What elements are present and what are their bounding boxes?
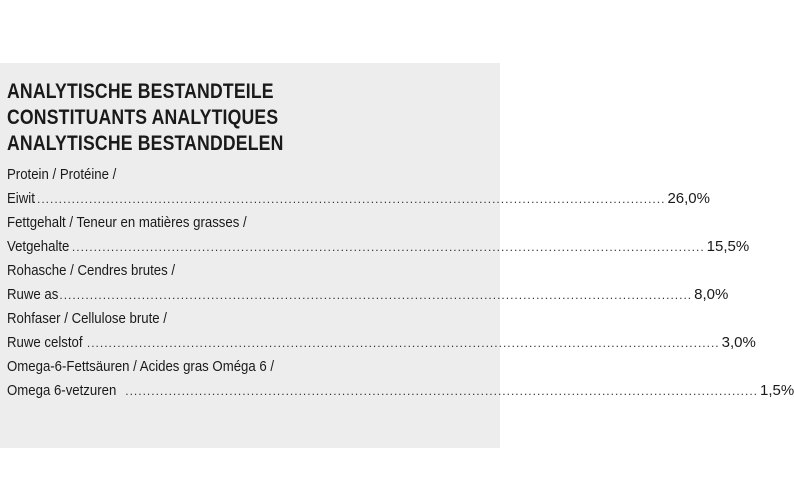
constituent-row-protein — [7, 163, 710, 211]
constituent-value-line — [7, 331, 756, 355]
constituent-value-line — [7, 235, 750, 259]
constituent-names: Omega-6-Fettsäuren / Acides gras Oméga 6 / — [7, 358, 275, 375]
constituent-row-fat — [7, 211, 750, 259]
dot-leader: .................................................................................................................................................. — [32, 192, 666, 206]
constituent-names: Rohasche / Cendres brutes / — [7, 262, 176, 279]
heading-dutch: ANALYTISCHE BESTANDDELEN — [7, 132, 284, 155]
constituent-name-dutch: Ruwe as — [7, 286, 59, 303]
dot-leader: .................................................................................................................................................. — [59, 288, 693, 302]
constituent-value: 15,5% — [706, 238, 750, 255]
constituent-name-dutch: Vetgehalte — [7, 238, 70, 255]
constituent-name-dutch: Eiwit — [7, 190, 35, 207]
dot-leader: .................................................................................................................................................. — [86, 336, 720, 350]
constituent-value-line — [7, 379, 794, 403]
constituent-value-line — [7, 187, 710, 211]
constituent-value: 8,0% — [694, 286, 729, 303]
constituent-value: 3,0% — [721, 334, 756, 351]
dot-leader: .................................................................................................................................................. — [125, 384, 758, 398]
constituent-row-ash — [7, 259, 729, 307]
constituent-names: Protein / Protéine / — [7, 166, 117, 183]
constituent-value-line — [7, 283, 729, 307]
heading-french: CONSTITUANTS ANALYTIQUES — [7, 106, 279, 129]
analytical-constituents-label — [7, 79, 794, 403]
constituent-names: Fettgehalt / Teneur en matières grasses / — [7, 214, 247, 231]
constituent-row-omega6 — [7, 355, 794, 403]
constituent-names: Rohfaser / Cellulose brute / — [7, 310, 167, 327]
constituent-value: 26,0% — [667, 190, 710, 207]
constituent-value: 1,5% — [760, 382, 794, 399]
dot-leader: .................................................................................................................................................. — [71, 240, 705, 254]
constituent-row-fibre — [7, 307, 756, 355]
heading-german: ANALYTISCHE BESTANDTEILE — [7, 80, 274, 103]
label-panel — [0, 63, 794, 448]
constituent-name-dutch: Omega 6-vetzuren — [7, 382, 117, 399]
constituents-list — [7, 163, 794, 403]
constituent-name-dutch: Ruwe celstof — [7, 334, 83, 351]
